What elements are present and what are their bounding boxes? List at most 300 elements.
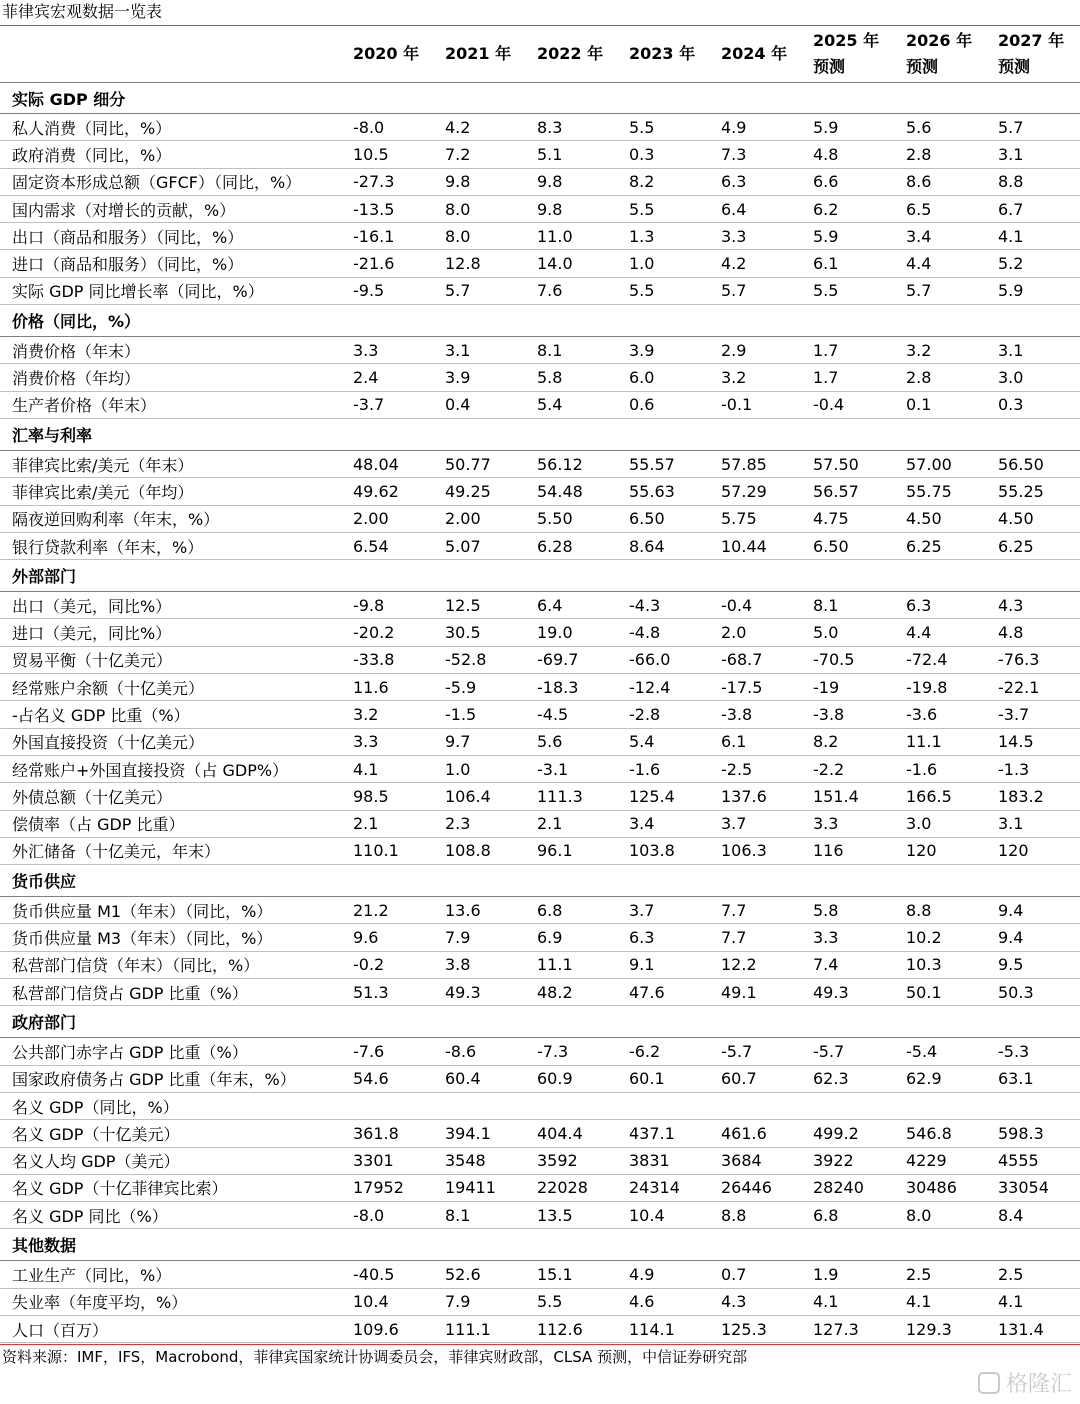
cell-value: 3831	[629, 1151, 670, 1171]
cell-value: 49.3	[813, 982, 849, 1002]
cell-value: 2.8	[906, 144, 932, 164]
row-label: 公共部门赤字占 GDP 比重（%）	[12, 1042, 248, 1062]
cell-value: 4.1	[998, 226, 1024, 246]
cell-value: 108.8	[445, 841, 491, 861]
cell-value: -5.7	[721, 1041, 753, 1061]
row-label: 出口（美元，同比%）	[12, 596, 172, 616]
cell-value: 0.6	[629, 395, 655, 415]
cell-value: 96.1	[537, 841, 573, 861]
cell-value: 3592	[537, 1151, 578, 1171]
table-row	[0, 924, 1080, 951]
row-label: 偿债率（占 GDP 比重）	[12, 815, 185, 835]
table-row	[0, 1202, 1080, 1229]
cell-value: 4.50	[998, 509, 1034, 529]
cell-value: 21.2	[353, 900, 389, 920]
table-row	[0, 783, 1080, 810]
cell-value: 3.0	[998, 368, 1024, 388]
cell-value: 598.3	[998, 1123, 1044, 1143]
table-row	[0, 169, 1080, 196]
cell-value: 26446	[721, 1178, 772, 1198]
cell-value: -0.4	[721, 595, 753, 615]
row-label: 国内需求（对增长的贡献，%）	[12, 200, 236, 220]
table-row	[0, 196, 1080, 223]
cell-value: -7.6	[353, 1041, 385, 1061]
table-row	[0, 392, 1080, 419]
cell-value: 3.4	[906, 226, 932, 246]
cell-value: 54.6	[353, 1069, 389, 1089]
cell-value: 6.28	[537, 536, 573, 556]
cell-value: 9.8	[445, 172, 471, 192]
cell-value: -21.6	[353, 254, 395, 274]
cell-value: 3.7	[721, 814, 747, 834]
cell-value: 4555	[998, 1151, 1039, 1171]
cell-value: 3.1	[998, 814, 1024, 834]
cell-value: 9.7	[445, 732, 471, 752]
cell-value: 106.3	[721, 841, 767, 861]
cell-value: 6.0	[629, 368, 655, 388]
cell-value: 6.3	[629, 928, 655, 948]
cell-value: -12.4	[629, 677, 671, 697]
cell-value: -18.3	[537, 677, 579, 697]
row-label: -占名义 GDP 比重（%）	[12, 705, 190, 725]
table-row	[0, 1289, 1080, 1316]
cell-value: 57.29	[721, 481, 767, 501]
cell-value: 6.8	[537, 900, 563, 920]
table-row	[0, 533, 1080, 560]
row-label: 私营部门信贷占 GDP 比重（%）	[12, 983, 248, 1003]
cell-value: 63.1	[998, 1069, 1034, 1089]
row-label: 经常账户+外国直接投资（占 GDP%）	[12, 760, 289, 780]
cell-value: 6.4	[537, 595, 563, 615]
cell-value: 54.48	[537, 481, 583, 501]
cell-value: 10.5	[353, 144, 389, 164]
cell-value: 3.3	[721, 226, 747, 246]
cell-value: 22028	[537, 1178, 588, 1198]
cell-value: 6.9	[537, 928, 563, 948]
section-title: 货币供应	[12, 872, 77, 892]
cell-value: 56.12	[537, 454, 583, 474]
cell-value: 9.6	[353, 928, 379, 948]
cell-value: 546.8	[906, 1123, 952, 1143]
section-row	[0, 1229, 1080, 1261]
row-label: 私人消费（同比，%）	[12, 118, 172, 138]
cell-value: -4.8	[629, 623, 661, 643]
cell-value: 8.8	[721, 1205, 747, 1225]
cell-value: 9.1	[629, 955, 655, 975]
cell-value: 137.6	[721, 786, 767, 806]
cell-value: 8.0	[445, 226, 471, 246]
section-title: 外部部门	[12, 567, 77, 587]
cell-value: 8.1	[813, 595, 839, 615]
table-row	[0, 364, 1080, 391]
table-row	[0, 141, 1080, 168]
cell-value: 3684	[721, 1151, 762, 1171]
cell-value: 8.6	[906, 172, 932, 192]
cell-value: 62.9	[906, 1069, 942, 1089]
cell-value: 2.00	[445, 509, 481, 529]
cell-value: 5.7	[906, 281, 932, 301]
row-label: 名义 GDP（十亿美元）	[12, 1124, 180, 1144]
cell-value: 8.0	[445, 199, 471, 219]
cell-value: 7.7	[721, 928, 747, 948]
column-year: 2027 年	[998, 31, 1065, 50]
column-header	[445, 26, 511, 82]
section-row	[0, 419, 1080, 451]
row-label: 银行贷款利率（年末，%）	[12, 537, 204, 557]
cell-value: 4.2	[445, 117, 471, 137]
cell-value: 4229	[906, 1151, 947, 1171]
cell-value: 106.4	[445, 786, 491, 806]
section-row	[0, 82, 1080, 114]
cell-value: -52.8	[445, 650, 487, 670]
cell-value: 111.3	[537, 786, 583, 806]
cell-value: 60.1	[629, 1069, 665, 1089]
cell-value: -33.8	[353, 650, 395, 670]
table-row	[0, 897, 1080, 924]
cell-value: -1.3	[998, 759, 1030, 779]
cell-value: 5.5	[813, 281, 839, 301]
cell-value: 6.50	[813, 536, 849, 556]
cell-value: -2.8	[629, 704, 661, 724]
cell-value: -76.3	[998, 650, 1040, 670]
table-row	[0, 1093, 1080, 1120]
cell-value: 4.9	[721, 117, 747, 137]
cell-value: 1.7	[813, 368, 839, 388]
cell-value: 33054	[998, 1178, 1049, 1198]
cell-value: 5.8	[813, 900, 839, 920]
row-label: 外汇储备（十亿美元，年末）	[12, 842, 221, 862]
column-year: 2021 年	[445, 44, 512, 63]
cell-value: 0.7	[721, 1265, 747, 1285]
cell-value: 3.8	[445, 955, 471, 975]
cell-value: -6.2	[629, 1041, 661, 1061]
row-label: 人口（百万）	[12, 1320, 109, 1340]
section-title: 实际 GDP 细分	[12, 89, 126, 109]
cell-value: 5.07	[445, 536, 481, 556]
section-row	[0, 1006, 1080, 1038]
cell-value: -3.6	[906, 704, 938, 724]
cell-value: 8.4	[998, 1205, 1024, 1225]
cell-value: -70.5	[813, 650, 855, 670]
table-row	[0, 756, 1080, 783]
cell-value: 109.6	[353, 1319, 399, 1339]
row-label: 进口（商品和服务）（同比，%）	[12, 255, 244, 275]
cell-value: 103.8	[629, 841, 675, 861]
cell-value: 7.9	[445, 928, 471, 948]
cell-value: 5.7	[445, 281, 471, 301]
cell-value: 5.7	[998, 117, 1024, 137]
cell-value: 2.5	[906, 1265, 932, 1285]
cell-value: 9.8	[537, 172, 563, 192]
table-row	[0, 1316, 1080, 1343]
cell-value: -7.3	[537, 1041, 569, 1061]
cell-value: 461.6	[721, 1123, 767, 1143]
cell-value: 5.9	[813, 117, 839, 137]
cell-value: 4.50	[906, 509, 942, 529]
cell-value: -5.4	[906, 1041, 938, 1061]
cell-value: 111.1	[445, 1319, 491, 1339]
cell-value: 4.3	[998, 595, 1024, 615]
cell-value: 3301	[353, 1151, 394, 1171]
cell-value: 6.54	[353, 536, 389, 556]
table-row	[0, 114, 1080, 141]
cell-value: 9.4	[998, 900, 1024, 920]
table-row	[0, 1038, 1080, 1065]
cell-value: 5.5	[629, 281, 655, 301]
cell-value: 55.25	[998, 481, 1044, 501]
cell-value: -2.5	[721, 759, 753, 779]
cell-value: 7.2	[445, 144, 471, 164]
cell-value: 7.4	[813, 955, 839, 975]
cell-value: 7.3	[721, 144, 747, 164]
cell-value: -5.9	[445, 677, 477, 697]
cell-value: 2.1	[537, 814, 563, 834]
watermark	[978, 1367, 1072, 1398]
cell-value: 3.2	[906, 340, 932, 360]
cell-value: 3.1	[445, 340, 471, 360]
row-label: 名义人均 GDP（美元）	[12, 1152, 180, 1172]
cell-value: 404.4	[537, 1123, 583, 1143]
cell-value: 2.9	[721, 340, 747, 360]
cell-value: 49.3	[445, 982, 481, 1002]
cell-value: 1.7	[813, 340, 839, 360]
table-row	[0, 952, 1080, 979]
cell-value: 4.1	[353, 759, 379, 779]
cell-value: 4.4	[906, 254, 932, 274]
cell-value: 55.63	[629, 481, 675, 501]
cell-value: 98.5	[353, 786, 389, 806]
cell-value: 48.04	[353, 454, 399, 474]
section-row	[0, 560, 1080, 592]
cell-value: -0.1	[721, 395, 753, 415]
cell-value: 6.2	[813, 199, 839, 219]
cell-value: 1.9	[813, 1265, 839, 1285]
cell-value: 7.6	[537, 281, 563, 301]
cell-value: 4.6	[629, 1292, 655, 1312]
column-note: 预测	[813, 57, 846, 76]
row-label: 消费价格（年均）	[12, 369, 141, 389]
cell-value: 4.9	[629, 1265, 655, 1285]
cell-value: -20.2	[353, 623, 395, 643]
row-label: 工业生产（同比，%）	[12, 1266, 172, 1286]
cell-value: 5.9	[998, 281, 1024, 301]
cell-value: 3.3	[353, 340, 379, 360]
cell-value: 6.25	[998, 536, 1034, 556]
cell-value: 131.4	[998, 1319, 1044, 1339]
column-header	[537, 26, 603, 82]
cell-value: -1.6	[629, 759, 661, 779]
cell-value: 57.00	[906, 454, 952, 474]
cell-value: 5.9	[813, 226, 839, 246]
cell-value: 3.3	[813, 928, 839, 948]
cell-value: 5.1	[537, 144, 563, 164]
cell-value: 3.2	[721, 368, 747, 388]
row-label: 名义 GDP（同比，%）	[12, 1097, 179, 1117]
cell-value: 6.3	[906, 595, 932, 615]
cell-value: 1.0	[445, 759, 471, 779]
cell-value: 4.8	[998, 623, 1024, 643]
table-row	[0, 619, 1080, 646]
cell-value: 13.6	[445, 900, 481, 920]
column-header	[998, 26, 1064, 82]
cell-value: 5.75	[721, 509, 757, 529]
cell-value: 0.4	[445, 395, 471, 415]
cell-value: 4.4	[906, 623, 932, 643]
cell-value: -2.2	[813, 759, 845, 779]
cell-value: 49.1	[721, 982, 757, 1002]
cell-value: 10.44	[721, 536, 767, 556]
table-row	[0, 1261, 1080, 1288]
table-row	[0, 223, 1080, 250]
watermark-logo-icon	[978, 1372, 1000, 1394]
column-year: 2025 年	[813, 31, 880, 50]
cell-value: -27.3	[353, 172, 395, 192]
source-note: 资料来源：IMF，IFS，Macrobond，菲律宾国家统计协调委员会，菲律宾财政部，CLSA 预测，中信证券研究部	[2, 1348, 748, 1367]
column-year: 2023 年	[629, 44, 696, 63]
cell-value: -17.5	[721, 677, 763, 697]
cell-value: 49.25	[445, 481, 491, 501]
row-label: 货币供应量 M1（年末）（同比，%）	[12, 901, 273, 921]
cell-value: 3.0	[906, 814, 932, 834]
cell-value: 56.50	[998, 454, 1044, 474]
cell-value: 52.6	[445, 1265, 481, 1285]
cell-value: 12.5	[445, 595, 481, 615]
table-row	[0, 478, 1080, 505]
cell-value: 361.8	[353, 1123, 399, 1143]
cell-value: -16.1	[353, 226, 395, 246]
cell-value: 11.0	[537, 226, 573, 246]
cell-value: 3.4	[629, 814, 655, 834]
cell-value: 2.0	[721, 623, 747, 643]
cell-value: -5.3	[998, 1041, 1030, 1061]
cell-value: 60.4	[445, 1069, 481, 1089]
cell-value: 30.5	[445, 623, 481, 643]
table-row	[0, 451, 1080, 478]
row-label: 实际 GDP 同比增长率（同比，%）	[12, 282, 264, 302]
table-row	[0, 592, 1080, 619]
cell-value: -3.8	[813, 704, 845, 724]
cell-value: 127.3	[813, 1319, 859, 1339]
cell-value: 50.1	[906, 982, 942, 1002]
cell-value: 5.7	[721, 281, 747, 301]
cell-value: -40.5	[353, 1265, 395, 1285]
column-year: 2026 年	[906, 31, 973, 50]
cell-value: -3.8	[721, 704, 753, 724]
cell-value: 6.4	[721, 199, 747, 219]
cell-value: 5.50	[537, 509, 573, 529]
cell-value: 47.6	[629, 982, 665, 1002]
cell-value: 6.6	[813, 172, 839, 192]
cell-value: 8.1	[537, 340, 563, 360]
cell-value: 60.9	[537, 1069, 573, 1089]
cell-value: 5.4	[629, 732, 655, 752]
cell-value: 394.1	[445, 1123, 491, 1143]
cell-value: -68.7	[721, 650, 763, 670]
cell-value: -1.5	[445, 704, 477, 724]
cell-value: 1.3	[629, 226, 655, 246]
cell-value: -9.8	[353, 595, 385, 615]
cell-value: 13.5	[537, 1205, 573, 1225]
cell-value: 120	[998, 841, 1029, 861]
cell-value: 2.4	[353, 368, 379, 388]
cell-value: 6.1	[721, 732, 747, 752]
cell-value: 50.3	[998, 982, 1034, 1002]
cell-value: -0.4	[813, 395, 845, 415]
cell-value: 3.1	[998, 144, 1024, 164]
cell-value: 9.4	[998, 928, 1024, 948]
row-label: 名义 GDP（十亿菲律宾比索）	[12, 1179, 228, 1199]
table-row	[0, 1066, 1080, 1093]
cell-value: -19.8	[906, 677, 948, 697]
cell-value: 10.4	[629, 1205, 665, 1225]
cell-value: -3.7	[353, 395, 385, 415]
cell-value: 8.8	[998, 172, 1024, 192]
cell-value: 7.9	[445, 1292, 471, 1312]
cell-value: 6.25	[906, 536, 942, 556]
column-header	[353, 26, 419, 82]
section-row	[0, 865, 1080, 897]
table-row	[0, 701, 1080, 728]
column-header	[721, 26, 787, 82]
table-row	[0, 1175, 1080, 1202]
cell-value: -19	[813, 677, 840, 697]
cell-value: 11.1	[906, 732, 942, 752]
column-year: 2024 年	[721, 44, 788, 63]
cell-value: -3.1	[537, 759, 569, 779]
cell-value: 4.8	[813, 144, 839, 164]
cell-value: -22.1	[998, 677, 1040, 697]
table-row	[0, 674, 1080, 701]
bottom-rule	[0, 1344, 1080, 1345]
cell-value: 62.3	[813, 1069, 849, 1089]
cell-value: 10.2	[906, 928, 942, 948]
row-label: 外债总额（十亿美元）	[12, 787, 173, 807]
cell-value: 8.0	[906, 1205, 932, 1225]
row-label: 货币供应量 M3（年末）（同比，%）	[12, 929, 273, 949]
cell-value: 28240	[813, 1178, 864, 1198]
cell-value: 112.6	[537, 1319, 583, 1339]
column-note: 预测	[998, 57, 1031, 76]
table-row	[0, 979, 1080, 1006]
row-label: 失业率（年度平均，%）	[12, 1293, 188, 1313]
cell-value: 9.8	[537, 199, 563, 219]
cell-value: 4.75	[813, 509, 849, 529]
cell-value: 6.7	[998, 199, 1024, 219]
row-label: 出口（商品和服务）（同比，%）	[12, 227, 244, 247]
cell-value: 129.3	[906, 1319, 952, 1339]
cell-value: 4.1	[998, 1292, 1024, 1312]
row-label: 经常账户余额（十亿美元）	[12, 678, 205, 698]
cell-value: -3.7	[998, 704, 1030, 724]
cell-value: 114.1	[629, 1319, 675, 1339]
table-header	[0, 26, 1080, 82]
cell-value: 3548	[445, 1151, 486, 1171]
cell-value: 19.0	[537, 623, 573, 643]
table-row	[0, 506, 1080, 533]
cell-value: 125.4	[629, 786, 675, 806]
cell-value: 2.1	[353, 814, 379, 834]
cell-value: 10.3	[906, 955, 942, 975]
cell-value: 3.9	[629, 340, 655, 360]
cell-value: 3.2	[353, 704, 379, 724]
cell-value: 5.5	[537, 1292, 563, 1312]
cell-value: 5.5	[629, 117, 655, 137]
cell-value: -8.0	[353, 117, 385, 137]
cell-value: 120	[906, 841, 937, 861]
section-title: 政府部门	[12, 1013, 77, 1033]
cell-value: 0.1	[906, 395, 932, 415]
cell-value: 8.64	[629, 536, 665, 556]
